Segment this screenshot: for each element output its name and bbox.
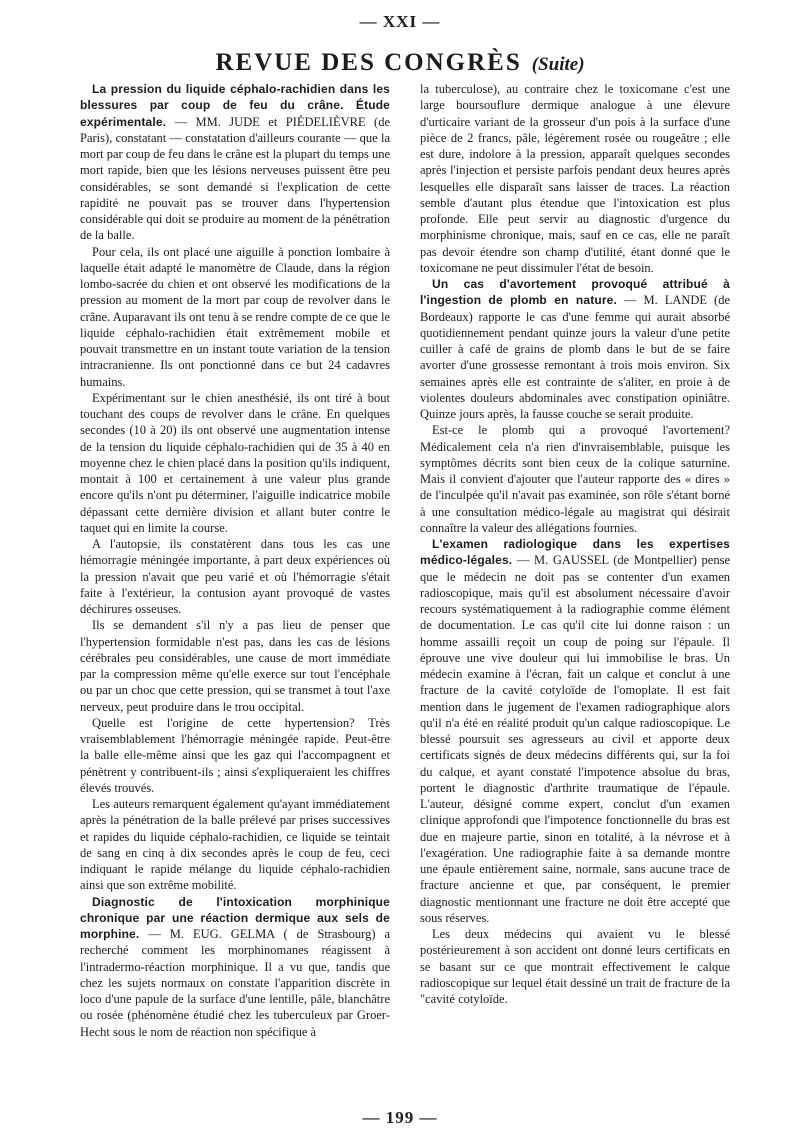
article-heading: Un cas d'avortement provoqué attribué à l'ingestion de plomb en nature. xyxy=(420,277,730,308)
article-heading: Diagnostic de l'intoxication morphinique chronique par une réaction dermique aux sels de morphine. xyxy=(80,894,390,941)
paragraph-text: Pour cela, ils ont placé une aiguille à ponction lombaire à laquelle était adapté le manomètre de Claude, dans la région lombo-sacrée du chien et ont observé les modifications de la pression au moment de la mort par coup de revolver dans le crâne. Auparavant ils ont tenu à se rendre compte de ce que le liquide céphalo-rachidien était extrêmement mobile et pouvait transmettre en un instant toute variation de la tension intracranienne. Ils ont ponctionné dans ce but 24 cadavres humains. xyxy=(80,244,390,389)
paragraph-text: — MM. JUDE et PIÉDELIÈVRE (de Paris), constatant — constatation d'ailleurs courante — que la mort par coup de feu dans le crâne est la plupart du temps une mort rapide, bien que les lésions nerveuses puissent être peu considérables, se sont demandé si l'explication de cette rapidité ne pouvait pas se trouver dans l'hypertension considérable qui doit se produire au moment de la pénétration de la balle. xyxy=(80,114,390,243)
article-paragraph-with-heading xyxy=(80,894,390,1040)
article-paragraph xyxy=(420,81,730,276)
article-heading: L'examen radiologique dans les expertises médico-légales. xyxy=(420,537,730,568)
article-paragraph-with-heading xyxy=(420,536,730,926)
article-paragraph xyxy=(80,244,390,390)
article-paragraph-with-heading xyxy=(420,276,730,422)
paragraph-text: — M. GAUSSEL (de Montpellier) pense que le médecin ne doit pas se contenter d'un examen radioscopique, mais qu'il est absolument nécessaire d'avoir recours systématiquement à la radiographie comme élément de documentation. Le cas qu'il cite lui donne raison : un homme assailli reçoit un coup de poing sur l'épaule. Il éprouve une vive douleur qui lui immobilise le bras. Un médecin examine à l'écran, fait un calque et conclut à une fracture de la cavité cotyloïde de l'omoplate. Il est fait mention dans le jugement de l'examen radiographique alors qu'il n'a été en réalité produit qu'un calque radioscopique. Le blessé poursuit ses agresseurs au civil et apporte deux certificats signés de deux médecins différents qui, sur la foi du calque, et ayant constaté l'impotence absolue du bras, portent le diagnostic d'arthrite traumatique de l'épaule. L'auteur, désigné comme expert, conclut d'un examen clinique approfondi que l'impotence fonctionnelle du bras est due en majeure partie, sinon en totalité, à la névrose et à l'exagération. Une radiographie faite à sa demande montre une épaule entièrement saine, normale, sans aucune trace de fracture ancienne et que, par conséquent, le premier diagnostic mentionnant une fracture ne doit être accepté que sous réserves. xyxy=(420,553,730,925)
article-paragraph xyxy=(80,536,390,617)
paragraph-text: la tuberculose), au contraire chez le toxicomane c'est une large boursouflure dermique analogue à une élevure d'urticaire variant de la grosseur d'un pois à la surface d'une pièce de 2 francs, pâle, légèrement rosée ou rougeâtre ; elle est dure, indolore à la pression, apparaît quelques secondes après l'injection et persiste parfois pendant deux heures après lesquelles elle disparaît sans laisser de traces. La réaction semble d'autant plus étendue que l'intoxication est plus profonde. Elle peut servir au diagnostic d'urgence du morphinisme chronique, mais, sauf en ce cas, elle ne paraît pas devoir étendre son champ d'utilité, étant donné que le toxicomane ne peut dissimuler l'état de besoin. xyxy=(420,82,730,275)
paragraph-text: — M. LANDE (de Bordeaux) rapporte le cas d'une femme qui aurait absorbé quotidiennement pendant quinze jours la valeur d'une petite cuiller à café de grains de plomb dans le but de se faire avorter d'une grossesse remontant à trois mois environ. Six semaines après elle est contrainte de s'aliter, en proie à de violentes douleurs abdominales avec constipation opiniâtre. Quinze jours après, la fausse couche se serait produite. xyxy=(420,293,730,421)
paragraph-text: Expérimentant sur le chien anesthésié, ils ont tiré à bout touchant des coups de revolver dans le crâne. En quelques secondes (10 à 20) ils ont observé une augmentation intense de la tension du liquide céphalo-rachidien qui de 35 à 40 en moyenne chez le chien placé dans la position qu'ils indiquent, montait à 100 et certainement à une valeur plus grande encore qu'ils n'ont pu déterminer, l'aiguille indicatrice mobile dépassant cette dernière division et allant buter contre le taquet qui en limite la course. xyxy=(80,390,390,535)
right-column xyxy=(420,81,730,1007)
article-paragraph xyxy=(80,715,390,796)
article-paragraph xyxy=(80,390,390,536)
roman-page-number: — XXI — xyxy=(359,12,441,31)
article-paragraph xyxy=(420,422,730,536)
paragraph-text: Les deux médecins qui avaient vu le blessé postérieurement à son accident ont donné leurs certificats en se basant sur ce que montrait effectivement le calque radioscopique sur lequel était dessiné un trait de fracture de la "cavité cotyloïde. xyxy=(420,927,730,1006)
paragraph-text: Ils se demandent s'il n'y a pas lieu de penser que l'hypertension formidable n'est pas, dans les cas de lésions cérébrales peu considérables, une cause de mort immédiate par la compression même qu'elle exerce sur tout l'encéphale ou par un choc que cette pression, qui se transmet à tout l'axe nerveux, peut produire dans le trou occipital. xyxy=(80,618,390,714)
section-title-suite: (Suite) xyxy=(531,54,585,75)
article-heading: La pression du liquide céphalo-rachidien dans les blessures par coup de feu du crâne. Étude expérimentale. xyxy=(80,82,390,129)
paragraph-text: Les auteurs remarquent également qu'ayant immédiatement après la pénétration de la balle prélevé par prises successives et rapides du liquide céphalo-rachidien, ce liquide se teintait de sang en cinq à dix secondes après le coup de feu, ceci indiquant le rapide mélange du liquide céphalo-rachidien ainsi que son extrême mobilité. xyxy=(80,797,390,893)
page-number: — 199 — xyxy=(362,1108,438,1127)
left-column xyxy=(80,81,390,1040)
article-paragraph-with-heading xyxy=(80,81,390,244)
paragraph-text: — M. EUG. GELMA ( de Strasbourg) a recherché comment les morphinomanes réagissent à l'intradermo-réaction morphinique. Il a vu que, tandis que chez les sujets normaux on constate l'apparition discrète in loco d'une papule de la surface d'une lentille, pâle, blanchâtre ou rosée (phénomène étudié chez les tuberculeux par Groer-Hecht sous le nom de réaction non spécifique à xyxy=(80,927,390,1039)
paragraph-text: Est-ce le plomb qui a provoqué l'avortement? Médicalement cela n'a rien d'invraisemblable, puisque les symptômes décrits sont bien ceux de la colique saturnine. Mais il convient d'ajouter que l'auteur rapporte des « dires » de l'inculpée qu'il n'avait pas examinée, son rôle s'étant borné à une consultation médico-légale au magistrat qui désirait connaître la valeur des allégations fournies. xyxy=(420,423,730,535)
article-paragraph xyxy=(80,617,390,715)
paragraph-text: A l'autopsie, ils constatèrent dans tous les cas une hémorragie méningée importante, à part deux expériences où la pression n'avait que peu varié et où l'hémorragie s'était faite à l'extérieur, la contusion ayant provoqué de vastes déchirures osseuses. xyxy=(80,537,390,616)
article-paragraph xyxy=(80,796,390,894)
paragraph-text: Quelle est l'origine de cette hypertension? Très vraisemblablement l'hémorragie méningée rapide. Peut-être la balle elle-même ainsi que les gaz qui l'accompagnent et pénètrent y contribuent-ils ; ainsi s'expliqueraient les chiffres élevés trouvés. xyxy=(80,715,390,795)
section-title: REVUE DES CONGRÈS xyxy=(215,49,522,76)
article-paragraph xyxy=(420,926,730,1007)
section-header xyxy=(0,49,800,77)
